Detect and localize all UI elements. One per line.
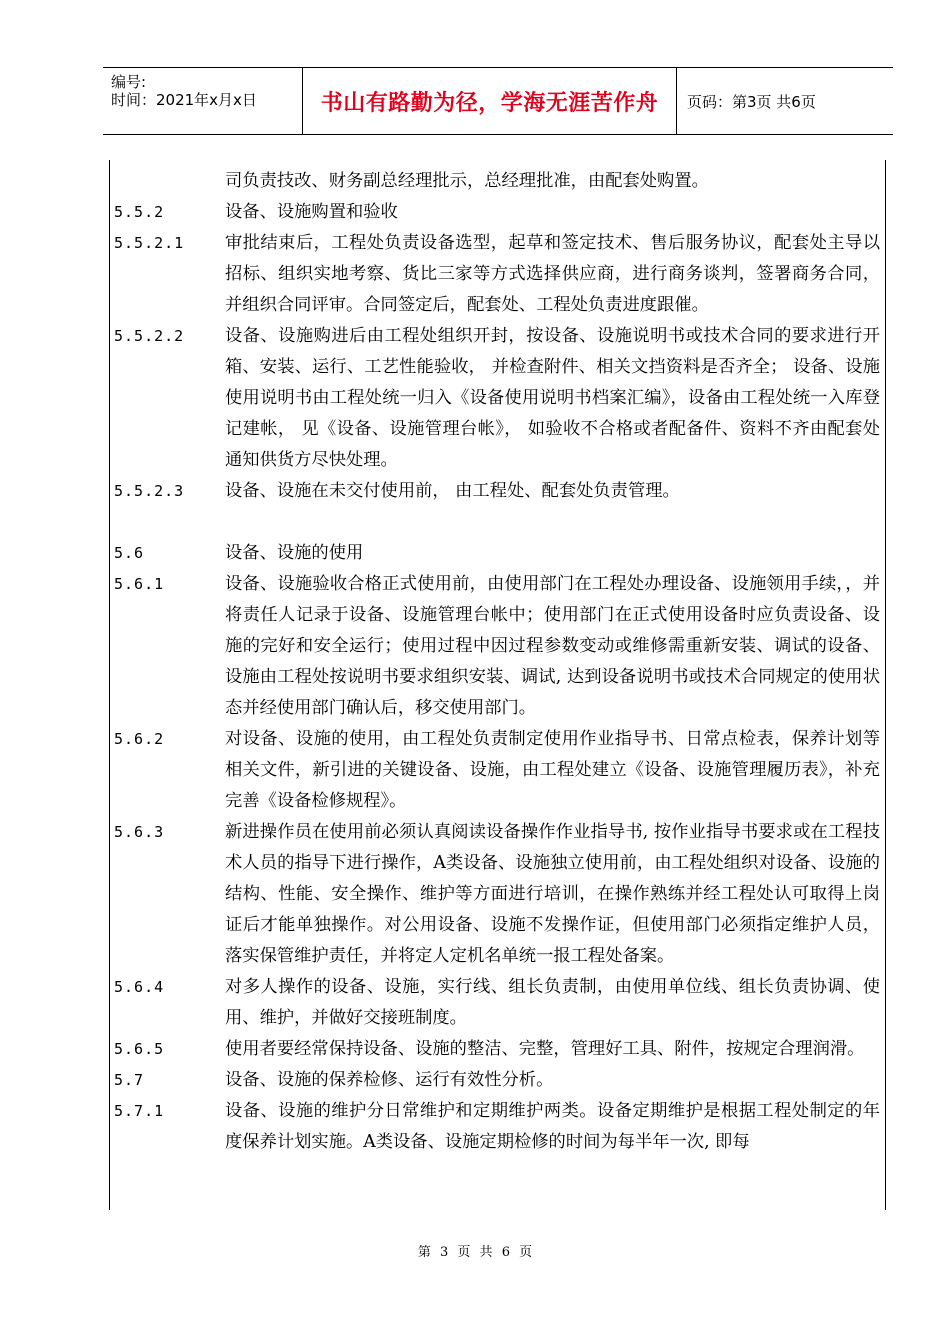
section-heading-row xyxy=(114,538,880,569)
section-heading-row xyxy=(114,1065,880,1096)
clause-row xyxy=(114,321,880,476)
clause-row xyxy=(114,817,880,972)
clause-text: 新进操作员在使用前必须认真阅读设备操作作业指导书, 按作业指导书要求或在工程技术人员的指导下进行操作，A类设备、设施独立使用前，由工程处组织对设备、设施的结构、性能、安全操作、维护等方面进行培训，在操作熟练并经工程处认可取得上岗证后才能单独操作。对公用设备、设施不发操作证，但使用部门必须指定维护人员，落实保管维护责任，并将定人定机名单统一报工程处备案。 xyxy=(225,822,880,966)
section-number: 5.6 xyxy=(114,544,145,562)
section-number: 5.7 xyxy=(114,1071,145,1089)
clause-text: 司负责技改、财务副总经理批示，总经理批准，由配套处购置。 xyxy=(225,171,709,191)
clause-text: 设备、设施的维护分日常维护和定期维护两类。设备定期维护是根据工程处制定的年度保养计划实施。A类设备、设施定期检修的时间为每半年一次, 即每 xyxy=(225,1101,880,1152)
clause-number: 5.7.1 xyxy=(114,1102,165,1120)
body-left-border xyxy=(109,160,110,1210)
header-motto: 书山有路勤为径，学海无涯苦作舟 xyxy=(320,90,659,116)
clause-row xyxy=(114,1096,880,1158)
clause-row xyxy=(114,569,880,724)
body-right-border xyxy=(885,160,886,1210)
clause-row xyxy=(114,1034,880,1065)
clause-number: 5.6.4 xyxy=(114,978,165,996)
clause-number: 5.5.2.2 xyxy=(114,327,185,345)
clause-row xyxy=(114,166,880,197)
clause-number: 5.6.2 xyxy=(114,730,165,748)
clause-row xyxy=(114,476,880,507)
clause-number: 5.5.2.3 xyxy=(114,482,185,500)
clause-number: 5.5.2.1 xyxy=(114,234,185,252)
page-footer: 第 3 页 共 6 页 xyxy=(417,1245,533,1260)
section-title: 设备、设施的保养检修、运行有效性分析。 xyxy=(225,1070,554,1090)
clause-number: 5.5.2 xyxy=(114,203,165,221)
document-date-label: 时间：2021年x月x日 xyxy=(111,91,257,109)
blank-row xyxy=(114,507,880,538)
clause-text: 对设备、设施的使用，由工程处负责制定使用作业指导书、日常点检表，保养计划等相关文件，新引进的关键设备、设施，由工程处建立《设备、设施管理履历表》，补充完善《设备检修规程》。 xyxy=(225,729,880,811)
clause-text: 设备、设施购进后由工程处组织开封，按设备、设施说明书或技术合同的要求进行开箱、安装、运行、工艺性能验收， 并检查附件、相关文挡资料是否齐全； 设备、设施使用说明书由工程处统一归入《设备使用说明书档案汇编》，设备由工程处统一入库登记建帐， 见《设备、设施管理台帐》， 如验收不合格或者配备件、资料不齐由配套处通知供货方尽快处理。 xyxy=(225,326,880,470)
clause-number: 5.6.3 xyxy=(114,823,165,841)
clause-row xyxy=(114,197,880,228)
document-header xyxy=(103,67,893,135)
clause-text: 设备、设施购置和验收 xyxy=(225,202,398,222)
document-number-label: 编号: xyxy=(111,73,147,91)
header-info-cell xyxy=(103,68,303,134)
clause-text: 审批结束后，工程处负责设备选型，起草和签定技术、售后服务协议，配套处主导以招标、组织实地考察、货比三家等方式选择供应商，进行商务谈判，签署商务合同，并组织合同评审。合同签定后，配套处、工程处负责进度跟催。 xyxy=(225,233,880,315)
clause-number: 5.6.5 xyxy=(114,1040,165,1058)
header-motto-cell xyxy=(303,68,677,134)
clause-text: 对多人操作的设备、设施，实行线、组长负责制，由使用单位线、组长负责协调、使用、维护，并做好交接班制度。 xyxy=(225,977,880,1028)
clause-text xyxy=(225,507,880,538)
clause-row xyxy=(114,972,880,1034)
clause-row xyxy=(114,228,880,321)
header-page-number: 页码：第3页 共6页 xyxy=(687,92,816,111)
clause-text: 设备、设施在未交付使用前， 由工程处、配套处负责管理。 xyxy=(225,481,680,501)
document-body xyxy=(114,166,880,1158)
header-page-cell xyxy=(677,68,893,134)
clause-row xyxy=(114,724,880,817)
clause-number: 5.6.1 xyxy=(114,575,165,593)
section-title: 设备、设施的使用 xyxy=(225,543,364,563)
clause-text: 使用者要经常保持设备、设施的整洁、完整，管理好工具、附件，按规定合理润滑。 xyxy=(225,1039,865,1059)
clause-text: 设备、设施验收合格正式使用前，由使用部门在工程处办理设备、设施领用手续，，并将责任人记录于设备、设施管理台帐中；使用部门在正式使用设备时应负责设备、设施的完好和安全运行；使用过程中因过程参数变动或维修需重新安装、调试的设备、设施由工程处按说明书要求组织安装、调试, 达到设备说明书或技术合同规定的使用状态并经使用部门确认后，移交使用部门。 xyxy=(225,574,880,718)
